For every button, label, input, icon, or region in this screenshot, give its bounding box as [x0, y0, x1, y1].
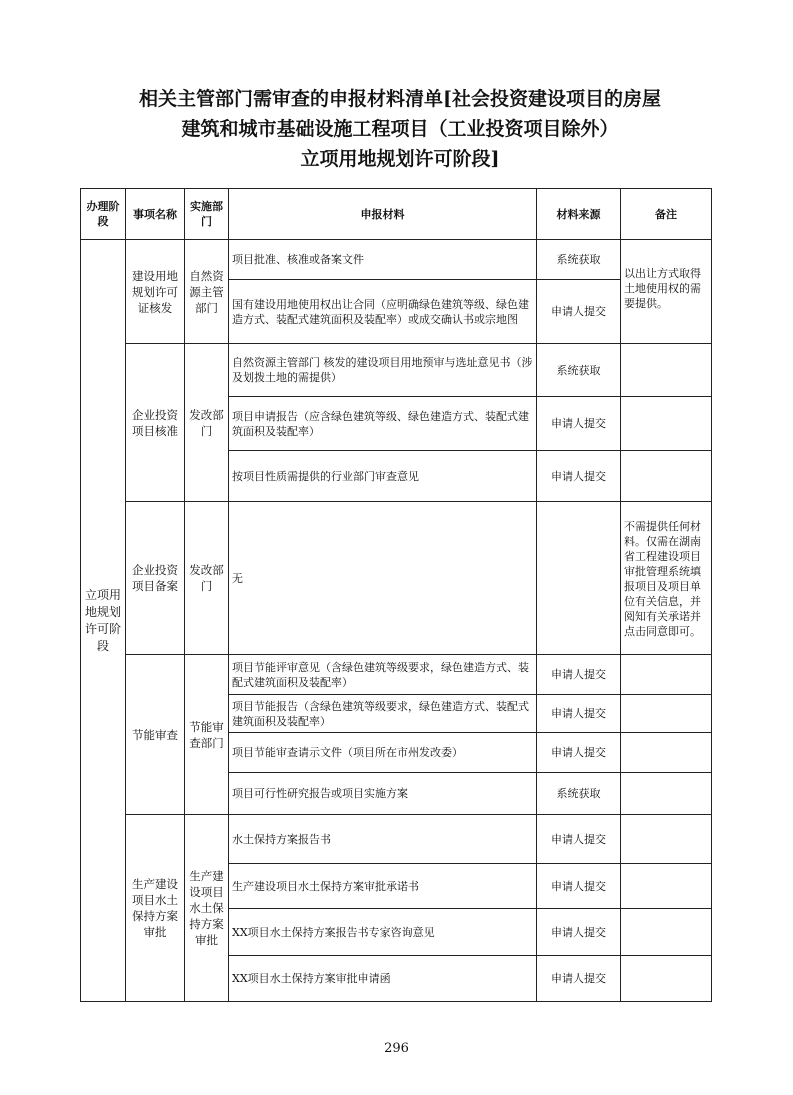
item-name-cell: 建设用地规划许可证核发: [126, 240, 185, 344]
source-cell: 申请人提交: [537, 280, 621, 344]
table-row: [81, 655, 712, 695]
page-number: 296: [384, 1041, 409, 1056]
source-cell: 申请人提交: [537, 695, 621, 733]
remark-cell: [621, 344, 712, 397]
materials-table: [80, 188, 712, 1002]
remark-cell: 以出让方式取得土地使用权的需要提供。: [621, 240, 712, 344]
dept-cell: 发改部门: [185, 344, 229, 502]
header-item: 事项名称: [126, 189, 185, 240]
remark-cell: [621, 397, 712, 451]
title-line-2: 建筑和城市基础设施工程项目（工业投资项目除外）: [181, 118, 619, 140]
source-cell: 系统获取: [537, 773, 621, 815]
dept-cell: 生产建设项目水土保持方案审批: [185, 815, 229, 1002]
item-name-cell: 生产建设项目水土保持方案审批: [126, 815, 185, 1002]
source-cell: 申请人提交: [537, 815, 621, 864]
source-cell: 申请人提交: [537, 451, 621, 502]
title-line-1: 相关主管部门需审查的申报材料清单[社会投资建设项目的房屋: [139, 88, 661, 110]
source-cell: 申请人提交: [537, 655, 621, 695]
remark-cell: [621, 864, 712, 909]
table-row: [81, 240, 712, 280]
source-cell: [537, 502, 621, 655]
dept-cell: 发改部门: [185, 502, 229, 655]
dept-cell: 节能审查部门: [185, 655, 229, 815]
source-cell: 系统获取: [537, 240, 621, 280]
source-cell: 申请人提交: [537, 956, 621, 1002]
remark-cell: [621, 956, 712, 1002]
remark-cell: 不需提供任何材料。仅需在湖南省工程建设项目审批管理系统填报项目及项目单位有关信息，并阅知有关承诺并点击同意即可。: [621, 502, 712, 655]
material-cell: 国有建设用地使用权出让合同（应明确绿色建筑等级、绿色建造方式、装配式建筑面积及装配率）或成交确认书或宗地图: [229, 280, 537, 344]
material-cell: 项目申请报告（应含绿色建筑等级、绿色建造方式、装配式建筑面积及装配率）: [229, 397, 537, 451]
header-materials: 申报材料: [229, 189, 537, 240]
document-title: [70, 84, 730, 174]
material-cell: 项目批准、核准或备案文件: [229, 240, 537, 280]
remark-cell: [621, 909, 712, 956]
item-name-cell: 企业投资项目备案: [126, 502, 185, 655]
remark-cell: [621, 733, 712, 773]
header-remarks: 备注: [621, 189, 712, 240]
remark-cell: [621, 815, 712, 864]
material-cell: XX项目水土保持方案报告书专家咨询意见: [229, 909, 537, 956]
remark-cell: [621, 773, 712, 815]
title-line-3: 立项用地规划许可阶段]: [300, 148, 500, 170]
material-cell: 无: [229, 502, 537, 655]
item-name-cell: 企业投资项目核准: [126, 344, 185, 502]
remark-cell: [621, 695, 712, 733]
material-cell: 生产建设项目水土保持方案审批承诺书: [229, 864, 537, 909]
material-cell: 项目节能审查请示文件（项目所在市州发改委）: [229, 733, 537, 773]
source-cell: 申请人提交: [537, 733, 621, 773]
table-row: [81, 815, 712, 864]
header-stage: 办理阶段: [81, 189, 126, 240]
material-cell: 自然资源主管部门 核发的建设项目用地预审与选址意见书（涉及划拨土地的需提供）: [229, 344, 537, 397]
material-cell: 按项目性质需提供的行业部门审查意见: [229, 451, 537, 502]
material-cell: 项目节能报告（含绿色建筑等级要求，绿色建造方式、装配式建筑面积及装配率）: [229, 695, 537, 733]
source-cell: 系统获取: [537, 344, 621, 397]
stage-cell: 立项用地规划许可阶段: [81, 240, 126, 1002]
table-row: [81, 502, 712, 655]
source-cell: 申请人提交: [537, 397, 621, 451]
material-cell: 水土保持方案报告书: [229, 815, 537, 864]
material-cell: 项目节能评审意见（含绿色建筑等级要求，绿色建造方式、装配式建筑面积及装配率）: [229, 655, 537, 695]
header-source: 材料来源: [537, 189, 621, 240]
dept-cell: 自然资源主管部门: [185, 240, 229, 344]
material-cell: XX项目水土保持方案审批申请函: [229, 956, 537, 1002]
table-row: [81, 344, 712, 397]
header-dept: 实施部门: [185, 189, 229, 240]
material-cell: 项目可行性研究报告或项目实施方案: [229, 773, 537, 815]
source-cell: 申请人提交: [537, 909, 621, 956]
remark-cell: [621, 451, 712, 502]
header-row: [81, 189, 712, 240]
remark-cell: [621, 655, 712, 695]
item-name-cell: 节能审查: [126, 655, 185, 815]
source-cell: 申请人提交: [537, 864, 621, 909]
